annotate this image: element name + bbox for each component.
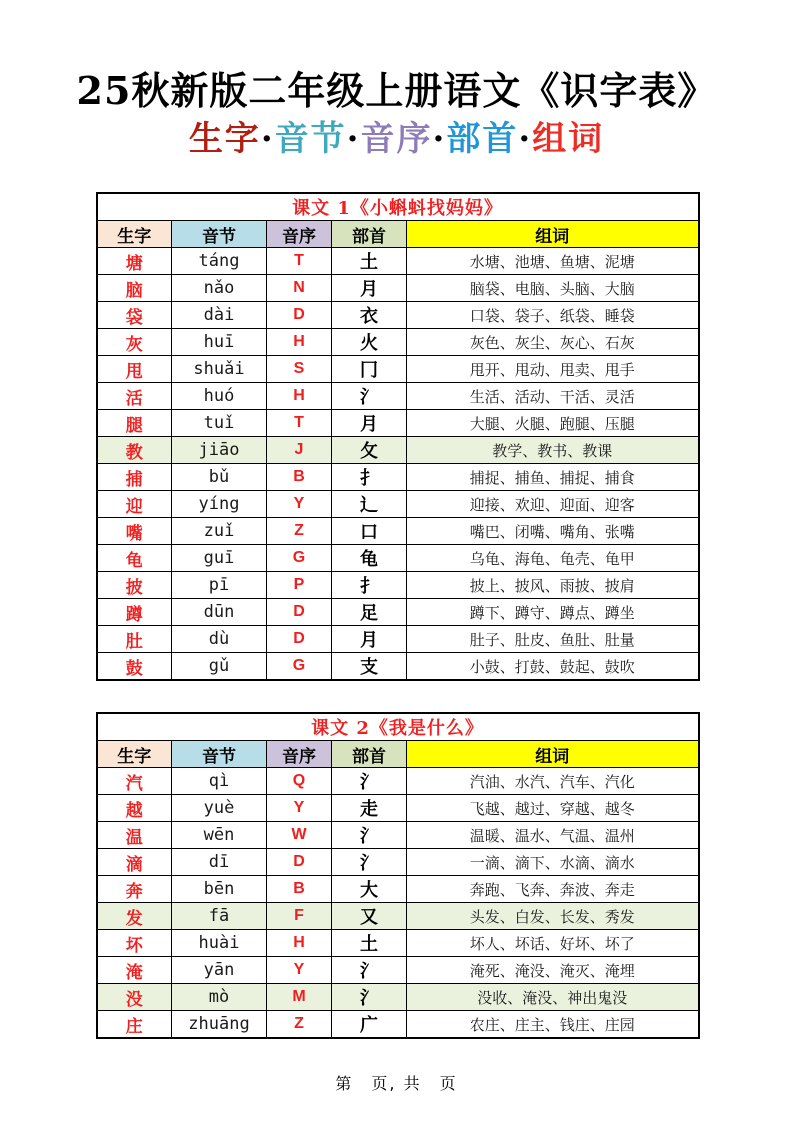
column-header-radical: 部首 [332,221,407,248]
initial-cell: F [267,903,332,930]
character-row [97,545,699,572]
initial-cell: G [267,545,332,572]
radical-cell: 支 [332,653,407,681]
subtitle-separator-dot: · [518,119,533,160]
character-row [97,653,699,681]
radical-cell: 扌 [332,572,407,599]
initial-cell: Y [267,491,332,518]
column-header-char: 生字 [97,221,172,248]
pinyin-cell: bǔ [172,464,267,491]
radical-cell: 口 [332,518,407,545]
radical-cell: 辶 [332,491,407,518]
initial-cell: N [267,275,332,302]
character-row [97,599,699,626]
words-cell: 农庄、庄主、钱庄、庄园 [407,1011,699,1039]
pinyin-cell: qì [172,768,267,795]
initial-cell: G [267,653,332,681]
column-header-words: 组词 [407,221,699,248]
pinyin-cell: yuè [172,795,267,822]
words-cell: 温暖、温水、气温、温州 [407,822,699,849]
character-row [97,518,699,545]
radical-cell: 衣 [332,302,407,329]
char-cell: 滴 [97,849,172,876]
lesson-title: 课文 2《我是什么》 [97,713,699,741]
character-row [97,876,699,903]
words-cell: 蹲下、蹲守、蹲点、蹲坐 [407,599,699,626]
pinyin-cell: táng [172,248,267,275]
radical-cell: 月 [332,410,407,437]
initial-cell: H [267,930,332,957]
subtitle-part: 音序 [360,119,433,160]
radical-cell: 氵 [332,383,407,410]
character-row [97,302,699,329]
words-cell: 披上、披风、雨披、披肩 [407,572,699,599]
column-header-words: 组词 [407,741,699,768]
char-cell: 没 [97,984,172,1011]
pinyin-cell: dù [172,626,267,653]
column-header-initial: 音序 [267,741,332,768]
tables-container [96,192,698,1039]
pinyin-cell: wēn [172,822,267,849]
subtitle-separator-dot: · [260,119,275,160]
initial-cell: D [267,626,332,653]
radical-cell: 氵 [332,984,407,1011]
pinyin-cell: bēn [172,876,267,903]
subtitle-separator-dot: · [346,119,361,160]
subtitle-part: 音节 [274,119,347,160]
character-row [97,491,699,518]
words-cell: 小鼓、打鼓、鼓起、鼓吹 [407,653,699,681]
char-cell: 奔 [97,876,172,903]
character-row [97,822,699,849]
words-cell: 坏人、坏话、好坏、坏了 [407,930,699,957]
column-header-radical: 部首 [332,741,407,768]
char-cell: 龟 [97,545,172,572]
subtitle-separator-dot: · [432,119,447,160]
initial-cell: Q [267,768,332,795]
initial-cell: M [267,984,332,1011]
radical-cell: 又 [332,903,407,930]
page-title: 25秋新版二年级上册语文《识字表》 [76,68,717,113]
words-cell: 灰色、灰尘、灰心、石灰 [407,329,699,356]
pinyin-cell: yān [172,957,267,984]
words-cell: 没收、淹没、神出鬼没 [407,984,699,1011]
radical-cell: 足 [332,599,407,626]
char-cell: 越 [97,795,172,822]
radical-cell: 月 [332,626,407,653]
char-cell: 鼓 [97,653,172,681]
char-cell: 坏 [97,930,172,957]
character-row [97,795,699,822]
initial-cell: T [267,248,332,275]
radical-cell: 广 [332,1011,407,1039]
character-row [97,572,699,599]
character-row [97,849,699,876]
words-cell: 脑袋、电脑、头脑、大脑 [407,275,699,302]
radical-cell: 龟 [332,545,407,572]
initial-cell: H [267,383,332,410]
pinyin-cell: nǎo [172,275,267,302]
char-cell: 塘 [97,248,172,275]
column-header-initial: 音序 [267,221,332,248]
character-row [97,768,699,795]
subtitle-part: 部首 [446,119,519,160]
pinyin-cell: dài [172,302,267,329]
char-cell: 汽 [97,768,172,795]
lesson-table [96,712,700,1039]
words-cell: 嘴巴、闭嘴、嘴角、张嘴 [407,518,699,545]
character-row [97,356,699,383]
initial-cell: S [267,356,332,383]
character-row [97,275,699,302]
char-cell: 教 [97,437,172,464]
pinyin-cell: yíng [172,491,267,518]
char-cell: 蹲 [97,599,172,626]
radical-cell: 氵 [332,822,407,849]
pinyin-cell: zhuāng [172,1011,267,1039]
char-cell: 淹 [97,957,172,984]
character-row [97,437,699,464]
pinyin-cell: mò [172,984,267,1011]
initial-cell: H [267,329,332,356]
words-cell: 一滴、滴下、水滴、滴水 [407,849,699,876]
char-cell: 捕 [97,464,172,491]
words-cell: 口袋、袋子、纸袋、睡袋 [407,302,699,329]
pinyin-cell: fā [172,903,267,930]
radical-cell: 大 [332,876,407,903]
words-cell: 飞越、越过、穿越、越冬 [407,795,699,822]
character-row [97,383,699,410]
lesson-table [96,192,700,681]
character-row [97,984,699,1011]
pinyin-cell: huī [172,329,267,356]
radical-cell: 攵 [332,437,407,464]
radical-cell: 冂 [332,356,407,383]
words-cell: 淹死、淹没、淹灭、淹埋 [407,957,699,984]
radical-cell: 氵 [332,768,407,795]
pinyin-cell: jiāo [172,437,267,464]
words-cell: 大腿、火腿、跑腿、压腿 [407,410,699,437]
initial-cell: D [267,849,332,876]
words-cell: 水塘、池塘、鱼塘、泥塘 [407,248,699,275]
radical-cell: 氵 [332,957,407,984]
initial-cell: Y [267,957,332,984]
char-cell: 脑 [97,275,172,302]
words-cell: 奔跑、飞奔、奔波、奔走 [407,876,699,903]
radical-cell: 月 [332,275,407,302]
pinyin-cell: huài [172,930,267,957]
column-header-char: 生字 [97,741,172,768]
pinyin-cell: gǔ [172,653,267,681]
words-cell: 教学、教书、教课 [407,437,699,464]
char-cell: 肚 [97,626,172,653]
radical-cell: 土 [332,248,407,275]
page-footer: 第 页, 共 页 [335,1074,458,1094]
char-cell: 嘴 [97,518,172,545]
initial-cell: B [267,464,332,491]
character-row [97,957,699,984]
radical-cell: 土 [332,930,407,957]
pinyin-cell: pī [172,572,267,599]
pinyin-cell: guī [172,545,267,572]
char-cell: 腿 [97,410,172,437]
column-header-pinyin: 音节 [172,221,267,248]
initial-cell: W [267,822,332,849]
pinyin-cell: dī [172,849,267,876]
character-row [97,329,699,356]
page-subtitle [0,119,793,160]
character-row [97,1011,699,1039]
lesson-title: 课文 1《小蝌蚪找妈妈》 [97,193,699,221]
subtitle-part: 生字 [188,119,261,160]
subtitle-part: 组词 [532,119,605,160]
pinyin-cell: huó [172,383,267,410]
pinyin-cell: shuǎi [172,356,267,383]
character-row [97,903,699,930]
radical-cell: 走 [332,795,407,822]
radical-cell: 氵 [332,849,407,876]
initial-cell: J [267,437,332,464]
words-cell: 迎接、欢迎、迎面、迎客 [407,491,699,518]
initial-cell: P [267,572,332,599]
character-row [97,626,699,653]
words-cell: 乌龟、海龟、龟壳、龟甲 [407,545,699,572]
char-cell: 灰 [97,329,172,356]
char-cell: 袋 [97,302,172,329]
words-cell: 汽油、水汽、汽车、汽化 [407,768,699,795]
char-cell: 温 [97,822,172,849]
pinyin-cell: dūn [172,599,267,626]
initial-cell: Z [267,518,332,545]
char-cell: 活 [97,383,172,410]
character-row [97,930,699,957]
char-cell: 发 [97,903,172,930]
character-row [97,248,699,275]
char-cell: 甩 [97,356,172,383]
char-cell: 庄 [97,1011,172,1039]
initial-cell: Z [267,1011,332,1039]
words-cell: 甩开、甩动、甩卖、甩手 [407,356,699,383]
words-cell: 头发、白发、长发、秀发 [407,903,699,930]
initial-cell: T [267,410,332,437]
column-header-pinyin: 音节 [172,741,267,768]
character-row [97,464,699,491]
char-cell: 披 [97,572,172,599]
pinyin-cell: tuǐ [172,410,267,437]
char-cell: 迎 [97,491,172,518]
initial-cell: Y [267,795,332,822]
initial-cell: D [267,599,332,626]
character-row [97,410,699,437]
radical-cell: 火 [332,329,407,356]
initial-cell: D [267,302,332,329]
radical-cell: 扌 [332,464,407,491]
pinyin-cell: zuǐ [172,518,267,545]
initial-cell: B [267,876,332,903]
words-cell: 生活、活动、干活、灵活 [407,383,699,410]
words-cell: 捕捉、捕鱼、捕捉、捕食 [407,464,699,491]
words-cell: 肚子、肚皮、鱼肚、肚量 [407,626,699,653]
